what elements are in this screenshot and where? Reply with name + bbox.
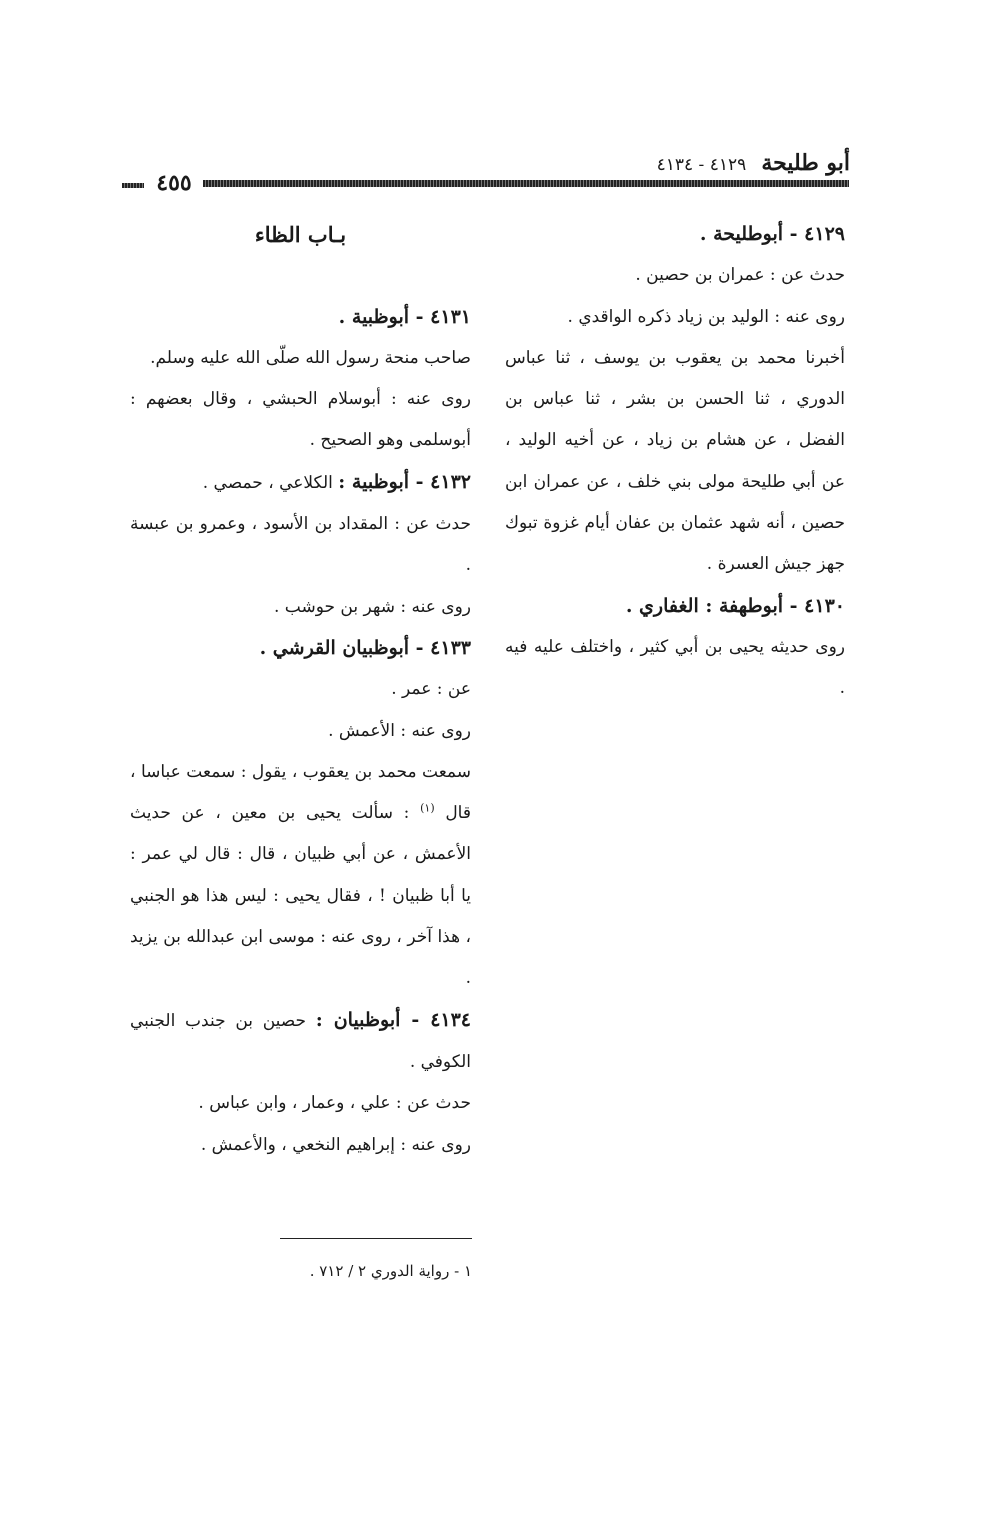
entry-text-with-note [130,752,471,1000]
entry-text: صاحب منحة رسول الله صلّى الله عليه وسلم. [150,347,471,368]
entry-text: عن : عمر . [391,679,471,700]
entry-text: الكلاعي ، حمصي . [202,472,333,493]
entry-text: حدث عن : عمران بن حصين . [635,265,845,286]
entry-heading: ٤١٣٠ - أبوطهفة : الغفاري . [625,594,845,617]
entry-text: روى عنه : شهر بن حوشب . [273,596,471,617]
entry-text: روى حديثه يحيى بن أبي كثير ، واختلف عليه فيه . [505,636,845,699]
entry-text: روى عنه : إبراهيم النخعي ، والأعمش . [200,1134,471,1155]
left-column [130,214,471,1166]
entry-text: روى عنه : الوليد بن زياد ذكره الواقدي . [567,306,845,327]
page-number-rule [122,183,144,188]
entry-heading: ٤١٣٤ - أبوظبيان : [315,1008,472,1031]
entry-text: سمعت محمد بن يعقوب ، يقول : سمعت عباسا ، قال [130,761,471,824]
entry-text: حدث عن : المقداد بن الأسود ، وعمرو بن عبسة . [130,514,471,576]
entry-mixed [130,462,471,504]
footnote-rule [280,1238,472,1239]
entry-mixed [130,1000,471,1084]
entry-text: : سألت يحيى بن معين ، عن حديث الأعمش ، عن أبي ظبيان ، قال : قال لي عمر : يا أبا ظبيان ! ، فقال يحيى : ليس هذا هو الجنبي ، هذا آخر ، روى عنه : موسى ابن عبدالله بن يزيد . [130,803,471,989]
entry-text: روى عنه : الأعمش . [328,720,471,741]
page-number: ٤٥٥ [156,170,192,196]
entry-text: أخبرنا محمد بن يعقوب بن يوسف ، ثنا عباس الدوري ، ثنا الحسن بن بشر ، ثنا عباس بن الفضل ، عن هشام بن زياد ، عن أخيه الوليد ، عن أبي طليحة مولى بني خلف ، عن عمران ابن حصين ، أنه شهد عثمان بن عفان أيام غزوة تبوك جهز جيش العسرة . [505,347,845,575]
running-head-range: ٤١٢٩ - ٤١٣٤ [656,155,747,175]
entry-text: حصين بن جندب الجنبي الكوفي . [130,1010,471,1072]
entry-heading: ٤١٣٣ - أبوظبيان القرشي . [259,636,471,659]
entry-heading: ٤١٣١ - أبوظبية . [338,305,471,328]
entry-text: حدث عن : علي ، وعمار ، وابن عباس . [198,1093,471,1114]
right-column [505,214,845,710]
running-head [610,150,850,176]
footnote: ١ - رواية الدوري ٢ / ٧١٢ . [309,1262,472,1280]
entry-heading: ٤١٢٩ - أبوطليحة . [699,223,845,245]
section-title: بـاب الظاء [254,222,347,247]
entry-heading: ٤١٣٢ - أبوظبية : [338,470,471,493]
footnote-marker[interactable]: (١) [420,801,435,815]
header-rule [203,180,849,187]
entry-text: روى عنه : أبوسلام الحبشي ، وقال بعضهم : أبوسلمى وهو الصحيح . [130,389,471,451]
running-head-title: أبو طليحة [761,150,850,176]
